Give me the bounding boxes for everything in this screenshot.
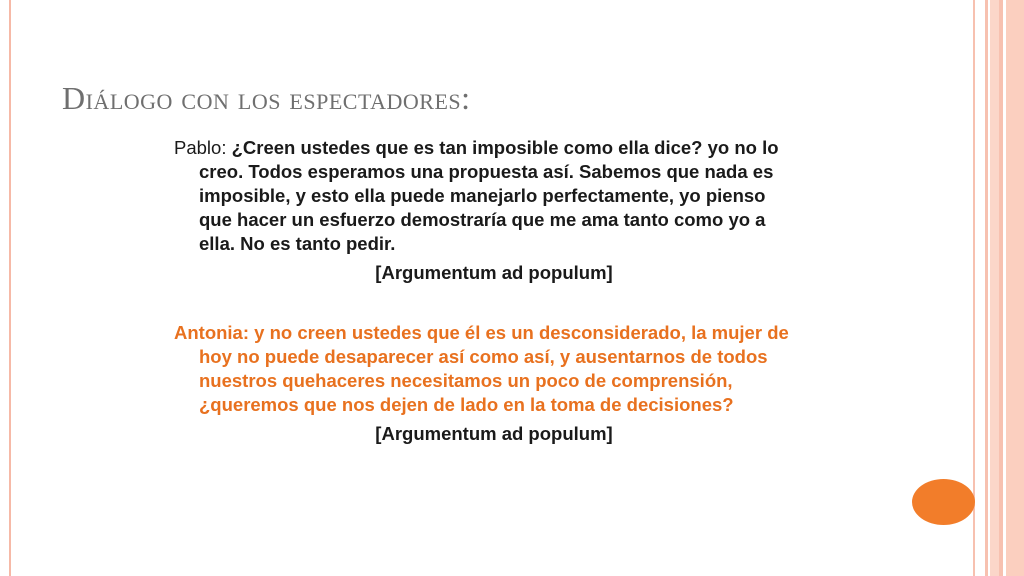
citation: [Argumentum ad populum] [375,423,613,444]
citation: [Argumentum ad populum] [375,262,613,283]
dialogue-pablo [174,136,794,256]
right-stripe [999,0,1003,576]
dialogue-antonia [174,321,794,417]
dialogue-content [174,136,794,446]
right-stripe [973,0,975,576]
right-stripe [985,0,988,576]
slide-title: Diálogo con los espectadores: [62,80,471,116]
speaker-name: Pablo: [174,137,227,158]
spacer [174,285,794,321]
speaker-name: Antonia: [174,322,250,343]
right-stripe [990,0,999,576]
orange-circle-decoration [912,479,975,525]
dialogue-text: ¿Creen ustedes que es tan imposible como ella dice? yo no lo creo. Todos esperamos una propuesta así. Sabemos que nada es imposible, y esto ella puede manejarlo perfectamente, yo pienso que hacer un esfuerzo demostraría que me ama tanto como yo a ella. No es tanto pedir. [199,137,779,254]
right-stripe [1006,0,1024,576]
dialogue-text: y no creen ustedes que él es un desconsiderado, la mujer de hoy no puede desaparecer así como así, y ausentarnos de todos nuestros quehaceres necesitamos un poco de comprensión, ¿queremos que nos dejen de lado en la toma de decisiones? [199,322,789,415]
left-accent-line [9,0,11,576]
